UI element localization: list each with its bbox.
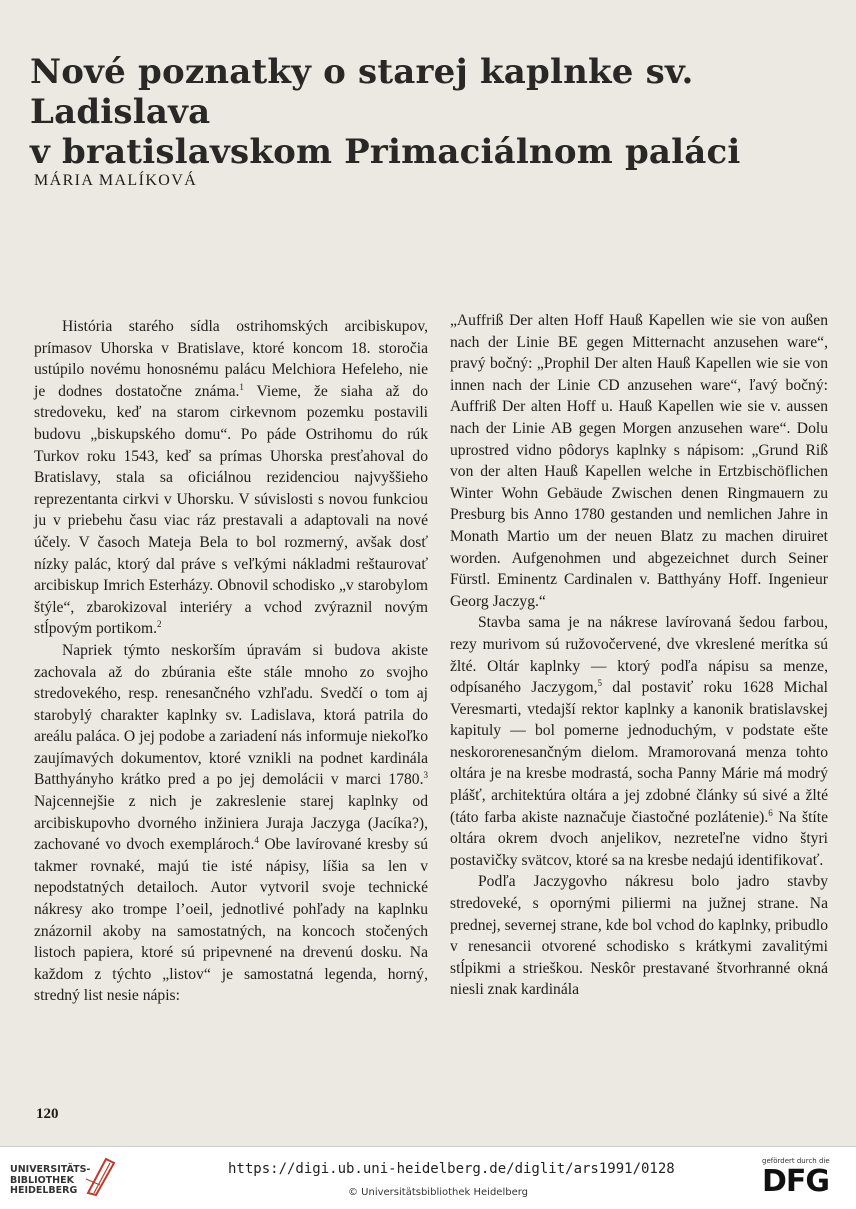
right-paragraph-1: „Auffriß Der alten Hoff Hauß Kapellen wie sie von außen nach der Linie BE gegen Mitternacht anzusehen ware“, pravý bočný: „Prophil Der alten Hauß Kapellen wie sie von innen nach der Linie CD anzusehen ware“, ľavý bočný: Auffriß Der alten Hoff u. Hauß Kapellen wie sie v. aussen nach der Linie AB gegen Morgen anzusehen ware“. Dolu uprostred vidno pôdorys kaplnky s nápisom: „Grund Riß von der alten Hauß Kapellen welche in Ertzbischöflichen Winter Wohn Gebäude Zwischen denen Ringmauern zu Presburg bis Anno 1780 gestanden und nemlichen Jahre in Monath Martio um der neuen Blatz zu machen diruiret worden. Aufgenohmen und abgezeichnet durch Seiner Fürstl. Eminentz Cardinalen v. Batthyány Hoff. Ingenieur Georg Jaczyg.“ [450, 312, 828, 610]
footnote-ref-5: 5 [597, 677, 603, 688]
footnote-ref-4: 4 [254, 835, 259, 846]
page-number: 120 [36, 1106, 59, 1122]
left-paragraph-2: Napriek týmto neskorším úpravám si budova akiste zachovala až do zbúrania ešte stále mnoho zo svojho stredovekého, resp. renesančného vzhľadu. Svedčí o tom aj starobylý charakter kaplnky sv. Ladislava, ktorá patrila do areálu paláca. O jej podobe a zariadení nás informuje niekoľko zaujímavých dokumentov, ktoré vznikli na podnet kardinála Batthyányho krátko pred a po jej demolácii v marci 1780.$^3$ Najcennejšie z nich je zakreslenie starej kaplnky od arcibiskupovho dvorného inžiniera Juraja Jaczyga (Jacíka?), zachované vo dvoch exemplároch.$^4$ Obe lavírované kresby sú takmer rovnaké, majú tie isté nápisy, líšia sa len v nepodstatných detailoch. Autor vytvoril svoje technické nákresy ako trompe l’oeil, jednotlivé pohľady na kaplnku znázornil akoby na samostatných, na koncoch stočených listoch papiera, ktoré sú pripevnené na drevenú dosku. Na každom z týchto „listov“ je samostatná legenda, horný, stredný list nesie nápis: [34, 641, 428, 1005]
document-url[interactable]: https://digi.ub.uni-heidelberg.de/diglit/ars1991/0128 [228, 1161, 675, 1177]
right-paragraph-2: Stavba sama je na nákrese lavírovaná šedou farbou, rezy murivom sú ružovočervené, dve vkreslené merítka sú žlté. Oltár kaplnky — ktorý podľa nápisu sa menze, odpísaného Jaczygom,$^5$ dal postaviť roku 1628 Michal Veresmarti, vtedajší rektor kaplnky a kanonik bratislavskej kapituly — bol pomerne jednoduchým, v podstate ešte neskororenesančným dielom. Mramorovaná menza tohto oltára je na kresbe modrastá, socha Panny Márie má modrý plášť, architektúra oltára a jej zdobné články sú sivé a žlté (táto farba akiste naznačuje čiastočné pozlátenie).$^6$ Na štíte oltára okrem dvoch anjelikov, nezreteľne vidno štyri postavičky svätcov, ktoré sa na kresbe nedajú identifikovať. [450, 614, 828, 869]
left-paragraph-1: História starého sídla ostrihomských arcibiskupov, prímasov Uhorska v Bratislave, ktoré koncom 18. storočia ustúpilo novému honosnému palácu Melchiora Hefeleho, nie je dodnes dostatočne známa.$^1$ Vieme, že siaha až do stredoveku, keď na starom cirkevnom pozemku postavili budovu „biskupského domu“. Po páde Ostrihomu do rúk Turkov roku 1543, keď sa prímas Uhorska presťahoval do Bratislavy, stala sa oficiálnou rezidenciou najvyššieho reprezentanta cirkvi v Uhorsku. V súvislosti s novou funkciou ju v priebehu času viac ráz prestavali a adaptovali na nové účely. V časoch Mateja Bela to bol rozmerný, avšak dosť nízky palác, ktorý dal práve s veľkými nákladmi reštaurovať arcibiskup Imrich Esterházy. Obnovil schodisko „v starobylom štýle“, zbarokizoval interiéry a vchod zvýraznil novým stĺpovým portikom.$^2$ [34, 318, 428, 638]
left-column [34, 316, 428, 1007]
dfg-logo[interactable]: DFG [762, 1164, 830, 1199]
article-title [30, 52, 840, 172]
right-paragraph-3: Podľa Jaczygovho nákresu bolo jadro stavby stredoveké, s opornými piliermi na južnej strane. Na prednej, severnej strane, kde bol vchod do kaplnky, pribudlo v renesancii otvorené schodisko s krátkymi zavalitými stĺpikmi a strieškou. Neskôr prestavané štvorhranné okná niesli znak kardinála [450, 873, 828, 999]
library-name-line-2: BIBLIOTHEK [10, 1174, 74, 1186]
library-name-line-3: HEIDELBERG [10, 1185, 78, 1196]
funding-note: gefördert durch die [762, 1157, 830, 1165]
footnote-ref-2: 2 [157, 619, 162, 630]
right-column [450, 310, 828, 1001]
viewer-footer [0, 1146, 856, 1209]
copyright-notice: © Universitätsbibliothek Heidelberg [348, 1187, 529, 1198]
title-line-1: Nové poznatky o starej kaplnke sv. Ladislava [30, 52, 694, 132]
footnote-ref-3: 3 [423, 770, 428, 781]
footnote-ref-1: 1 [239, 381, 244, 392]
library-logo[interactable] [10, 1165, 90, 1197]
article-author: MÁRIA MALÍKOVÁ [34, 172, 198, 189]
library-logo-icon [84, 1155, 118, 1197]
library-name-line-1: UNIVERSITÄTS- [10, 1164, 91, 1175]
footnote-ref-6: 6 [768, 807, 773, 818]
title-line-2: v bratislavskom Primaciálnom paláci [30, 132, 741, 172]
